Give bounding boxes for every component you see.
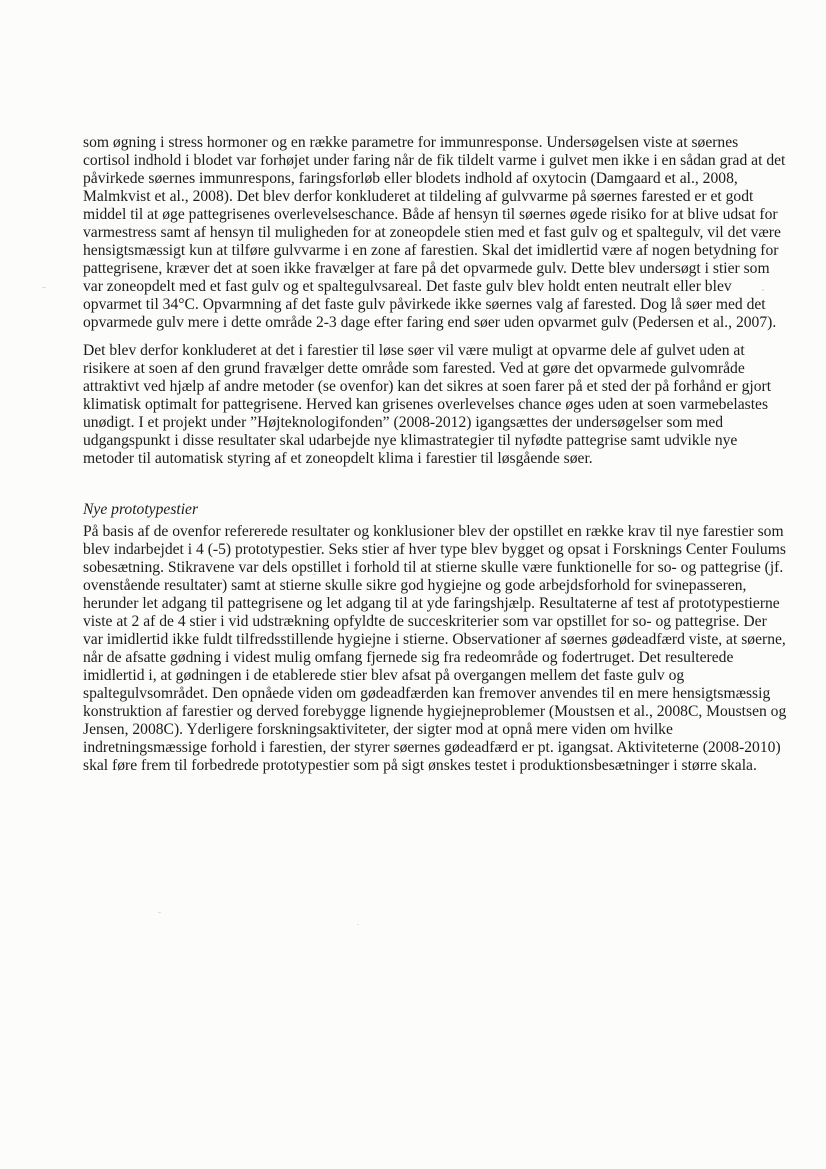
document-body bbox=[83, 134, 788, 775]
paragraph-floor-heating-results: som øgning i stress hormoner og en række parametre for immunresponse. Undersøgelsen viste at søernes cortisol indhold i blodet var forhøjet under faring når de fik tildelt varme i gulvet men ikke i en sådan grad at det påvirkede søernes immunrespons, faringsforløb eller blodets indhold af oxytocin (Damgaard et al., 2008, Malmkvist et al., 2008). Det blev derfor konkluderet at tildeling af gulvvarme på søernes farested er et godt middel til at øge pattegrisenes overlevelseschance. Både af hensyn til søernes øgede risiko for at blive udsat for varmestress samt af hensyn til muligheden for at zoneopdele stien med et fast gulv og et spaltegulv, vil det være hensigtsmæssigt kun at tilføre gulvvarme i en zone af farestien. Skal det imidlertid være af nogen betydning for pattegrisene, kræver det at soen ikke fravælger at fare på det opvarmede gulv. Dette blev undersøgt i stier som var zoneopdelt med et fast gulv og et spaltegulvsareal. Det faste gulv blev holdt enten neutralt eller blev opvarmet til 34°C. Opvarmning af det faste gulv påvirkede ikke søernes valg af farested. Dog lå søer med det opvarmede gulv mere i dette område 2-3 dage efter faring end søer uden opvarmet gulv (Pedersen et al., 2007). bbox=[83, 134, 786, 331]
paragraph-conclusion-farrowing-pens: Det blev derfor konkluderet at det i farestier til løse søer vil være muligt at opvarme dele af gulvet uden at risikere at soen af den grund fravælger dette område som farested. Ved at gøre det opvarmede gulvområde attraktivt ved hjælp af andre metoder (se ovenfor) kan det sikres at soen farer på et sted der på forhånd er gjort klimatisk optimalt for pattegrisene. Herved kan grisenes overlevelses chance øges uden at soen varmebelastes unødigt. I et projekt under ”Højteknologifonden” (2008-2012) igangsættes der undersøgelser som med udgangspunkt i disse resultater skal udarbejde nye klimastrategier til nyfødte pattegrise samt udvikle nye metoder til automatisk styring af et zoneopdelt klima i farestier til løsgående søer. bbox=[83, 342, 772, 467]
scan-speck bbox=[312, 574, 316, 575]
scan-speck bbox=[728, 263, 731, 264]
scan-speck bbox=[158, 912, 161, 913]
scan-speck bbox=[42, 287, 46, 288]
paragraph-prototype-pens: På basis af de ovenfor refererede resultater og konklusioner blev der opstillet en række krav til nye farestier som blev indarbejdet i 4 (-5) prototypestier. Seks stier af hver type blev bygget og opsat i Forsknings Center Foulums sobesætning. Stikravene var dels opstillet i forhold til at stierne skulle være funktionelle for so- og pattegrise (jf. ovenstående resultater) samt at stierne skulle sikre god hygiejne og gode arbejdsforhold for svinepasseren, herunder let adgang til pattegrisene og let adgang til at yde faringshjælp. Resultaterne af test af prototypestierne viste at 2 af de 4 stier i vid udstrækning opfyldte de succeskriterier som var opstillet for so- og pattegrise. Der var imidlertid ikke fuldt tilfredsstillende hygiejne i stierne. Observationer af søernes gødeadfærd viste, at søerne, når de afsatte gødning i videst mulig omfang fjernede sig fra redeområde og fodertruget. Det resulterede imidlertid i, at gødningen i de etablerede stier blev afsat på overgangen mellem det faste gulv og spaltegulvsområdet. Den opnåede viden om gødeadfærden kan fremover anvendes til en mere hensigtsmæssig konstruktion af farestier og derved forebygge lignende hygiejneproblemer (Moustsen et al., 2008C, Moustsen og Jensen, 2008C). Yderligere forskningsaktiviteter, der sigter mod at opnå mere viden om hvilke indretningsmæssige forhold i farestien, der styrer søernes gødeadfærd er pt. igangsat. Aktiviteterne (2008-2010) skal føre frem til forbedrede prototypestier som på sigt ønskes testet i produktionsbesætninger i større skala. bbox=[83, 523, 787, 774]
scan-speck bbox=[762, 289, 764, 291]
scan-speck bbox=[357, 924, 359, 925]
scan-speck bbox=[632, 560, 635, 561]
section-heading: Nye prototypestier bbox=[83, 501, 199, 518]
